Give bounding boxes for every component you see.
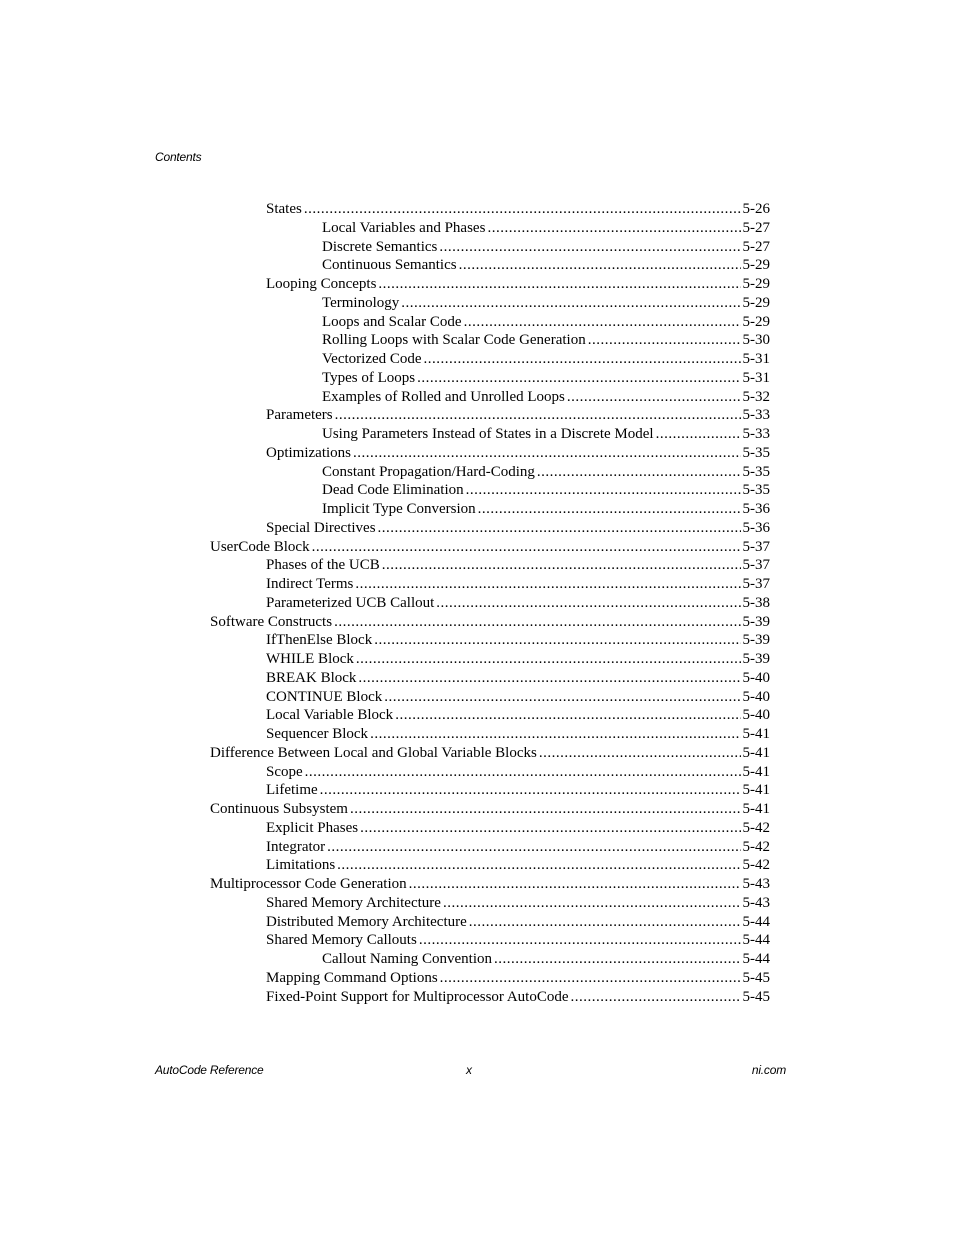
toc-entry-page: 5-29 — [742, 276, 770, 292]
toc-dot-leader — [395, 706, 740, 725]
toc-entry[interactable] — [322, 256, 770, 275]
toc-entry-page: 5-41 — [742, 801, 770, 817]
toc-entry-page: 5-29 — [742, 294, 770, 311]
toc-entry-page: 5-27 — [742, 238, 770, 255]
toc-entry[interactable] — [266, 631, 770, 650]
toc-dot-leader — [382, 556, 741, 575]
toc-entry-title: Examples of Rolled and Unrolled Loops — [322, 388, 565, 405]
toc-entry-page: 5-37 — [742, 538, 770, 555]
toc-dot-leader — [355, 575, 740, 594]
toc-entry[interactable] — [210, 800, 770, 819]
toc-dot-leader — [588, 331, 741, 350]
toc-dot-leader — [327, 838, 740, 857]
toc-entry-page: 5-39 — [742, 651, 770, 667]
toc-entry[interactable] — [266, 275, 770, 294]
toc-dot-leader — [469, 913, 741, 932]
toc-entry-title: Difference Between Local and Global Variable Blocks — [210, 744, 537, 761]
toc-entry-title: Continuous Semantics — [322, 257, 457, 274]
toc-dot-leader — [494, 950, 741, 969]
toc-entry-page: 5-39 — [742, 632, 770, 649]
toc-entry[interactable] — [266, 519, 770, 538]
toc-entry[interactable] — [266, 988, 770, 1007]
toc-entry[interactable] — [210, 613, 770, 632]
toc-dot-leader — [305, 763, 741, 782]
toc-entry[interactable] — [266, 913, 770, 932]
toc-entry-title: Phases of the UCB — [266, 557, 380, 574]
toc-entry-page: 5-44 — [742, 913, 770, 930]
toc-entry-title: Multiprocessor Code Generation — [210, 876, 407, 892]
toc-dot-leader — [440, 969, 741, 988]
toc-entry-title: Parameterized UCB Callout — [266, 594, 435, 611]
footer-page-number: x — [466, 1063, 472, 1077]
toc-entry-title: Special Directives — [266, 519, 376, 536]
toc-dot-leader — [459, 256, 741, 275]
toc-dot-leader — [370, 725, 740, 744]
toc-dot-leader — [335, 406, 741, 425]
toc-entry[interactable] — [266, 594, 770, 613]
toc-dot-leader — [312, 538, 741, 557]
toc-entry-title: Callout Naming Convention — [322, 951, 492, 967]
toc-entry-title: Explicit Phases — [266, 819, 359, 836]
toc-entry-title: IfThenElse Block — [266, 632, 373, 649]
toc-entry[interactable] — [322, 238, 770, 257]
toc-dot-leader — [356, 650, 741, 669]
toc-entry-page: 5-35 — [742, 444, 770, 461]
toc-entry[interactable] — [266, 650, 770, 669]
toc-entry[interactable] — [266, 931, 770, 950]
toc-dot-leader — [439, 238, 740, 257]
toc-entry-page: 5-45 — [742, 969, 770, 986]
toc-entry-page: 5-31 — [742, 369, 770, 386]
toc-dot-leader — [304, 200, 741, 219]
toc-entry-title: Software Constructs — [210, 613, 333, 630]
toc-entry[interactable] — [322, 425, 770, 444]
toc-entry-page: 5-41 — [742, 744, 770, 761]
toc-entry-page: 5-30 — [742, 332, 770, 349]
toc-entry[interactable] — [322, 219, 770, 238]
toc-dot-leader — [436, 594, 740, 613]
toc-entry-page: 5-40 — [742, 688, 770, 705]
toc-entry-page: 5-35 — [742, 463, 770, 480]
toc-entry[interactable] — [266, 669, 770, 688]
toc-entry-page: 5-44 — [742, 932, 770, 949]
toc-entry[interactable] — [266, 725, 770, 744]
toc-dot-leader — [487, 219, 740, 238]
toc-dot-leader — [466, 481, 741, 500]
toc-entry[interactable] — [322, 369, 770, 388]
toc-entry-page: 5-26 — [742, 201, 770, 217]
toc-entry-title: Terminology — [322, 294, 400, 311]
toc-entry-page: 5-42 — [742, 819, 770, 836]
toc-dot-leader — [567, 388, 741, 407]
toc-entry-page: 5-40 — [742, 707, 770, 724]
toc-dot-leader — [401, 294, 740, 313]
toc-entry-title: Vectorized Code — [322, 351, 422, 367]
toc-entry-page: 5-37 — [742, 557, 770, 574]
toc-entry-page: 5-44 — [742, 951, 770, 967]
toc-dot-leader — [350, 800, 741, 819]
footer-website[interactable]: ni.com — [751, 1063, 786, 1077]
toc-entry-title: Constant Propagation/Hard-Coding — [322, 463, 535, 480]
toc-entry[interactable] — [266, 763, 770, 782]
toc-entry-title: Optimizations — [266, 444, 351, 461]
toc-entry-title: CONTINUE Block — [266, 688, 383, 705]
toc-entry[interactable] — [266, 200, 770, 219]
toc-entry[interactable] — [266, 406, 770, 425]
toc-entry-title: Shared Memory Architecture — [266, 894, 441, 911]
toc-entry[interactable] — [266, 819, 770, 838]
toc-entry-title: Implicit Type Conversion — [322, 501, 476, 517]
toc-entry[interactable] — [210, 875, 770, 894]
toc-entry-page: 5-29 — [742, 257, 770, 274]
toc-entry[interactable] — [266, 781, 770, 800]
toc-dot-leader — [539, 744, 741, 763]
toc-entry[interactable] — [266, 556, 770, 575]
toc-entry-title: Integrator — [266, 838, 326, 855]
toc-entry-title: Discrete Semantics — [322, 238, 438, 255]
toc-entry-page: 5-33 — [742, 407, 770, 424]
toc-entry-page: 5-41 — [742, 782, 770, 799]
toc-entry-title: Shared Memory Callouts — [266, 932, 417, 949]
toc-entry-page: 5-43 — [742, 876, 770, 892]
toc-dot-leader — [378, 519, 741, 538]
toc-entry-title: BREAK Block — [266, 669, 357, 686]
toc-entry-title: States — [266, 201, 302, 217]
toc-entry[interactable] — [322, 331, 770, 350]
toc-entry[interactable] — [322, 350, 770, 369]
toc-entry-page: 5-42 — [742, 838, 770, 855]
toc-entry-page: 5-36 — [742, 501, 770, 517]
toc-entry[interactable] — [266, 838, 770, 857]
toc-dot-leader — [424, 350, 741, 369]
toc-entry-title: Dead Code Elimination — [322, 482, 464, 499]
toc-dot-leader — [478, 500, 741, 519]
toc-entry-page: 5-41 — [742, 726, 770, 742]
toc-entry-page: 5-40 — [742, 669, 770, 686]
toc-entry-page: 5-37 — [742, 576, 770, 592]
toc-entry-page: 5-36 — [742, 519, 770, 536]
toc-entry[interactable] — [322, 388, 770, 407]
toc-dot-leader — [537, 463, 741, 482]
toc-entry[interactable] — [266, 688, 770, 707]
toc-dot-leader — [419, 931, 741, 950]
toc-entry-title: Distributed Memory Architecture — [266, 913, 467, 930]
toc-dot-leader — [320, 781, 741, 800]
toc-entry-page: 5-31 — [742, 351, 770, 367]
toc-entry[interactable] — [266, 575, 770, 594]
toc-entry-page: 5-33 — [742, 426, 770, 442]
toc-entry-title: Limitations — [266, 857, 336, 874]
toc-entry-page: 5-29 — [742, 313, 770, 330]
toc-entry-title: Scope — [266, 763, 303, 780]
toc-entry-title: Local Variable Block — [266, 707, 394, 724]
toc-entry[interactable] — [266, 706, 770, 725]
toc-entry[interactable] — [210, 744, 770, 763]
toc-entry-title: Sequencer Block — [266, 726, 369, 742]
toc-dot-leader — [360, 819, 740, 838]
toc-entry-page: 5-42 — [742, 857, 770, 874]
toc-entry[interactable] — [322, 313, 770, 332]
toc-entry-page: 5-43 — [742, 894, 770, 911]
toc-entry-page: 5-32 — [742, 388, 770, 405]
footer-document-title: AutoCode Reference — [155, 1063, 264, 1077]
toc-entry-title: Rolling Loops with Scalar Code Generation — [322, 332, 586, 349]
toc-entry-page: 5-35 — [742, 482, 770, 499]
toc-dot-leader — [378, 275, 740, 294]
toc-dot-leader — [443, 894, 741, 913]
toc-entry[interactable] — [322, 950, 770, 969]
toc-dot-leader — [409, 875, 741, 894]
toc-dot-leader — [384, 688, 740, 707]
toc-entry[interactable] — [322, 294, 770, 313]
toc-entry[interactable] — [322, 463, 770, 482]
toc-entry-title: Types of Loops — [322, 369, 416, 386]
toc-entry-page: 5-45 — [742, 988, 770, 1005]
toc-entry[interactable] — [210, 538, 770, 557]
toc-dot-leader — [334, 613, 740, 632]
toc-entry-title: WHILE Block — [266, 651, 354, 667]
toc-dot-leader — [571, 988, 741, 1007]
toc-entry-title: Parameters — [266, 407, 333, 424]
toc-dot-leader — [464, 313, 741, 332]
toc-entry-page: 5-41 — [742, 763, 770, 780]
toc-entry[interactable] — [266, 969, 770, 988]
toc-entry-title: Using Parameters Instead of States in a Discrete Model — [322, 426, 654, 442]
toc-entry[interactable] — [266, 856, 770, 875]
toc-entry-title: Fixed-Point Support for Multiprocessor AutoCode — [266, 988, 569, 1005]
toc-entry[interactable] — [266, 894, 770, 913]
toc-entry-title: Indirect Terms — [266, 576, 354, 592]
toc-entry-title: Loops and Scalar Code — [322, 313, 462, 330]
toc-entry[interactable] — [322, 481, 770, 500]
toc-entry-page: 5-27 — [742, 219, 770, 236]
toc-entry-title: Continuous Subsystem — [210, 801, 348, 817]
running-header: Contents — [155, 150, 202, 164]
toc-entry-page: 5-38 — [742, 594, 770, 611]
toc-dot-leader — [374, 631, 740, 650]
toc-dot-leader — [417, 369, 740, 388]
toc-entry[interactable] — [266, 444, 770, 463]
toc-dot-leader — [337, 856, 740, 875]
toc-entry[interactable] — [322, 500, 770, 519]
toc-entry-page: 5-39 — [742, 613, 770, 630]
toc-entry-title: Mapping Command Options — [266, 969, 438, 986]
toc-dot-leader — [656, 425, 741, 444]
toc-dot-leader — [353, 444, 741, 463]
toc-entry-title: Lifetime — [266, 782, 318, 799]
toc-entry-title: Looping Concepts — [266, 276, 377, 292]
toc-dot-leader — [358, 669, 740, 688]
toc-entry-title: UserCode Block — [210, 538, 310, 555]
toc-entry-title: Local Variables and Phases — [322, 219, 486, 236]
